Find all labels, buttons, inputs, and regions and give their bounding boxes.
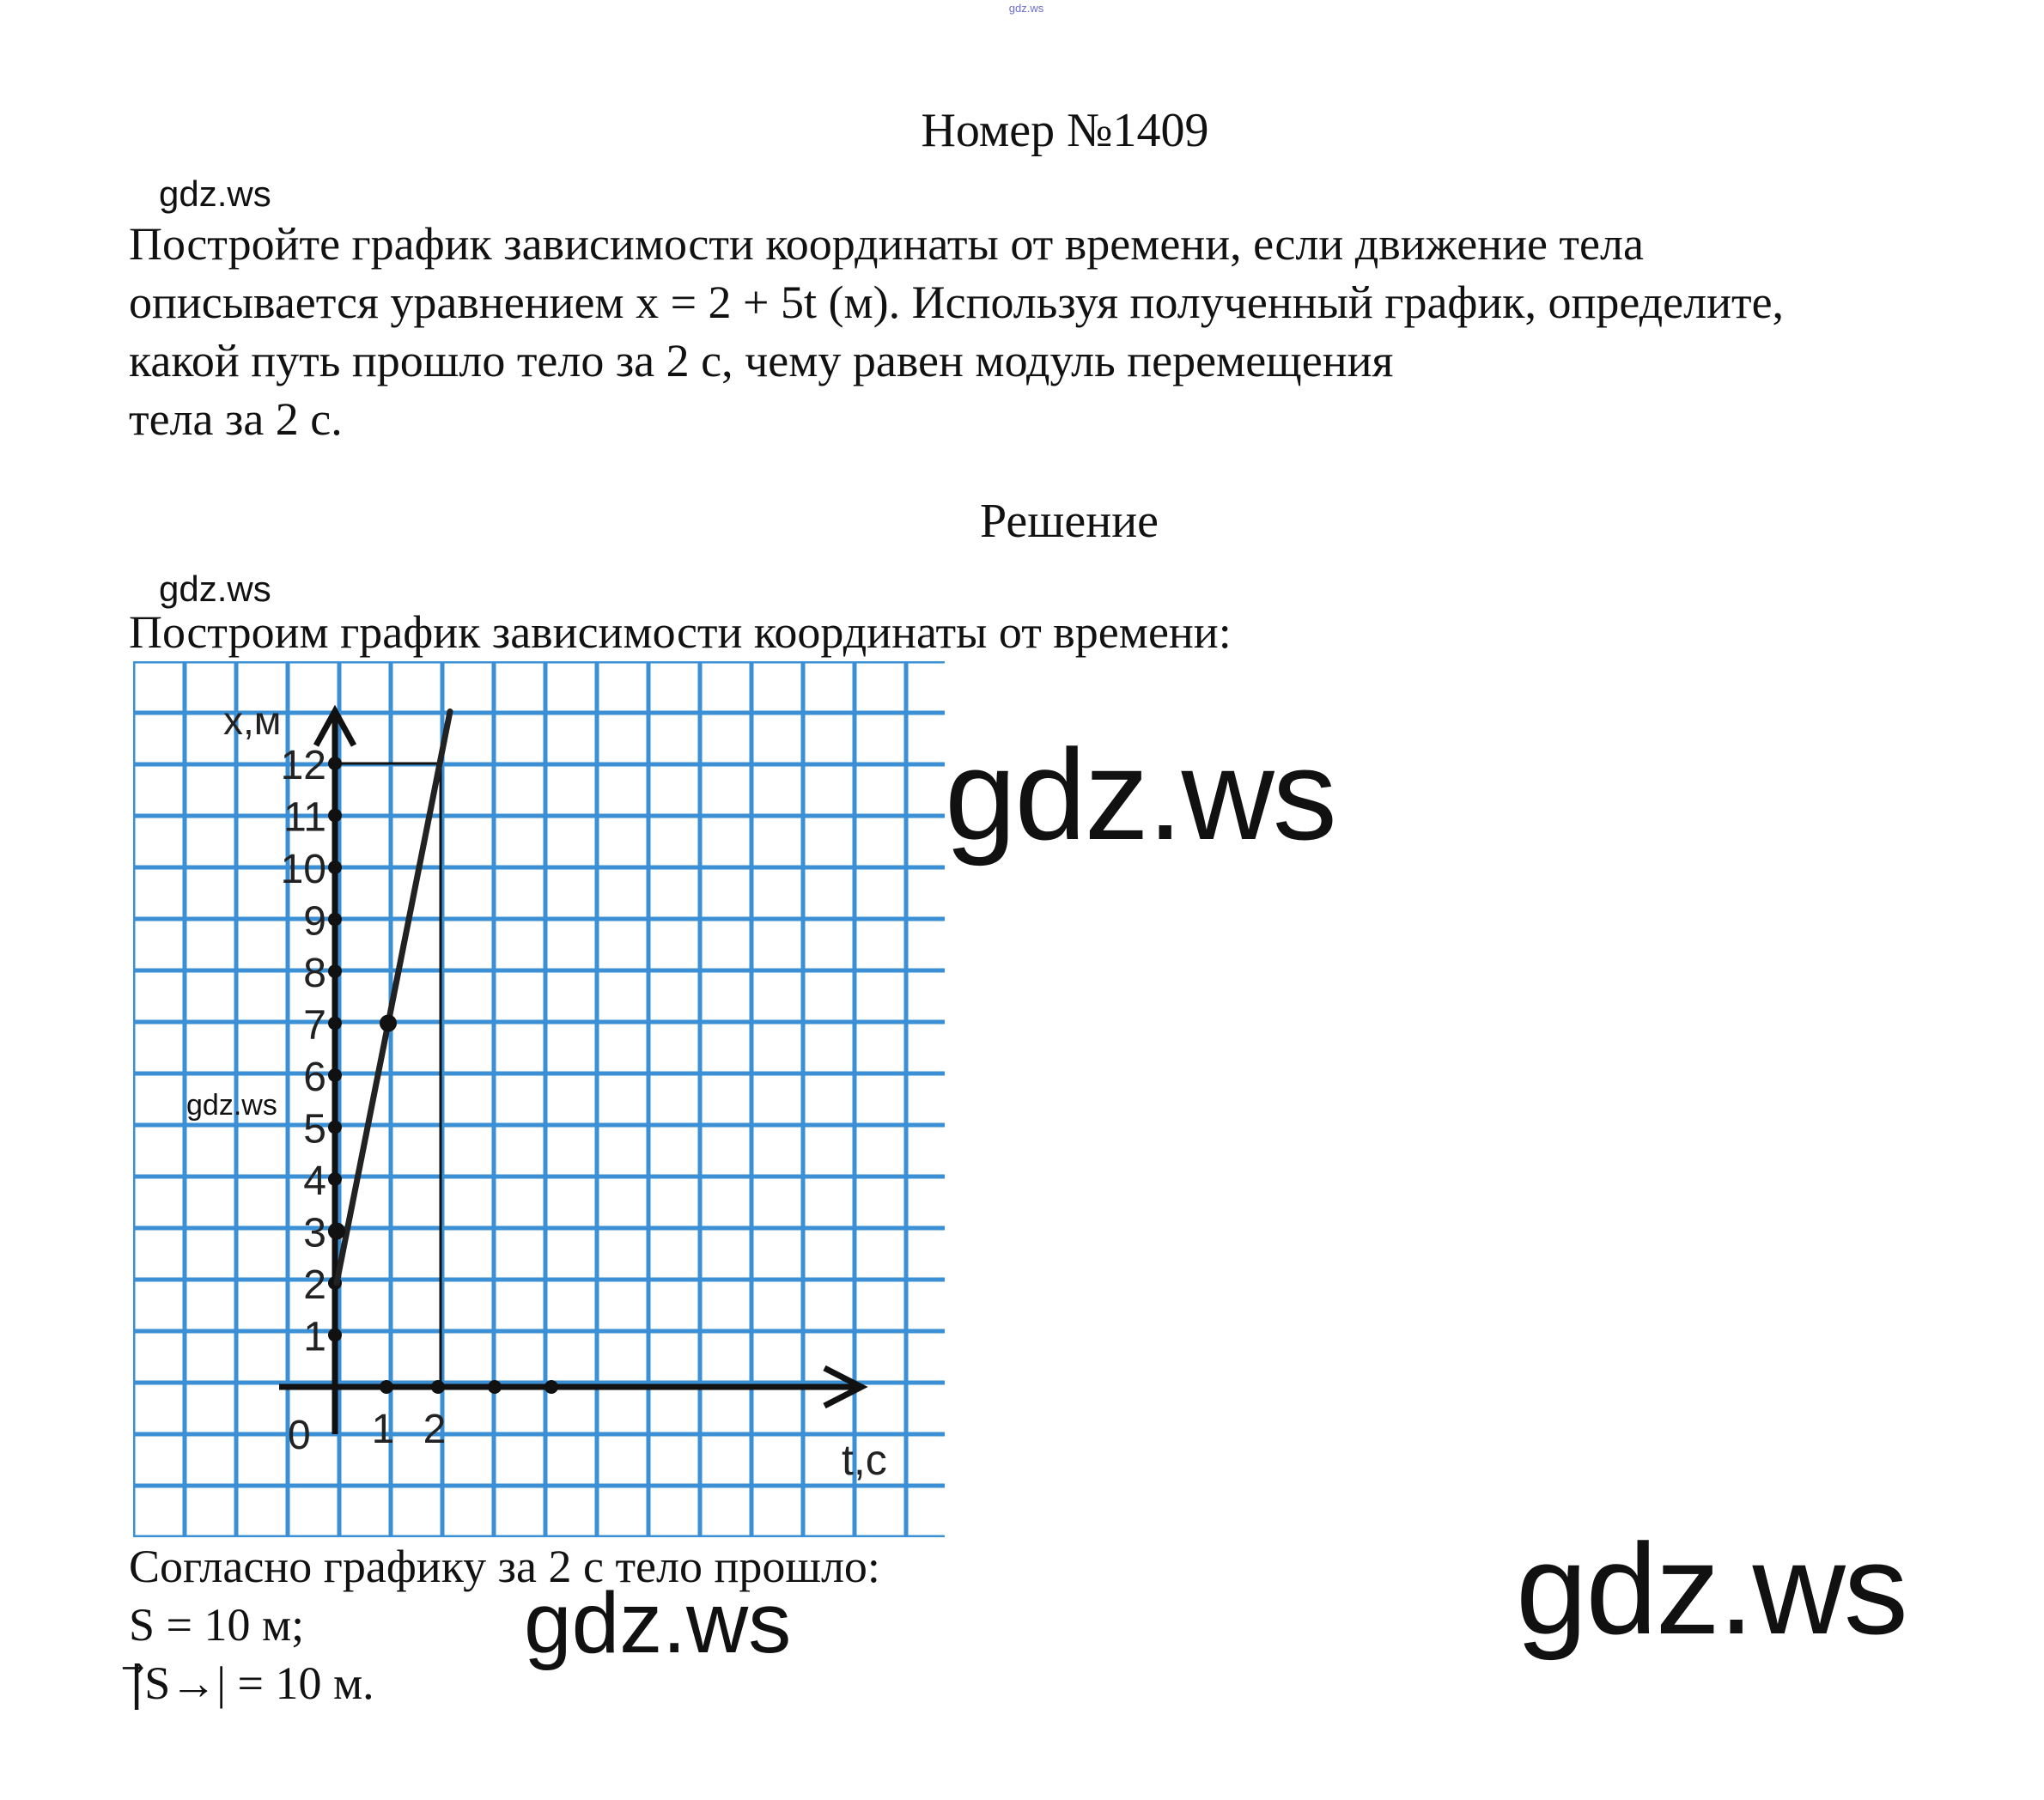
y-tick-label: 7 <box>303 1002 326 1049</box>
y-axis-label: x,м <box>223 698 282 743</box>
y-tick-label: 6 <box>303 1055 326 1100</box>
y-tick-dot <box>328 1068 342 1082</box>
watermark: gdz.ws <box>1516 1517 1907 1661</box>
x-tick-label: 2 <box>423 1407 447 1452</box>
page-title: Номер №1409 <box>921 104 1209 157</box>
task-line: какой путь прошло тело за 2 с, чему равен модуль перемещения <box>129 335 1394 386</box>
solution-intro: Построим график зависимости координаты от времени: <box>129 606 1232 658</box>
y-tick-label: 4 <box>303 1158 326 1204</box>
y-tick-dot <box>328 913 342 927</box>
watermark: gdz.ws <box>186 1089 277 1122</box>
y-tick-dot <box>328 1121 342 1134</box>
y-tick-dot <box>328 1172 342 1186</box>
task-line: тела за 2 с. <box>129 393 343 445</box>
x-tick-dot <box>431 1380 445 1394</box>
origin-label: 0 <box>288 1413 311 1458</box>
y-tick-label: 10 <box>280 847 326 892</box>
answer-line: |⃗S→| = 10 м. <box>129 1657 374 1709</box>
y-tick-label: 8 <box>303 951 326 996</box>
x-tick-dot <box>380 1380 393 1394</box>
watermark: gdz.ws <box>159 569 271 609</box>
answer-line: Согласно графику за 2 с тело прошло: <box>129 1541 880 1592</box>
x-axis-label: t,c <box>842 1436 887 1484</box>
watermark: gdz.ws <box>159 173 271 214</box>
series-line <box>337 712 450 1284</box>
solution-heading: Решение <box>979 495 1159 548</box>
task-text <box>129 215 2018 448</box>
x-tick-label: 1 <box>371 1407 395 1452</box>
data-point <box>380 1015 397 1032</box>
task-line: описывается уравнением x = 2 + 5t (м). Используя полученный график, определите, <box>129 277 1785 328</box>
x-tick-dot <box>544 1380 558 1394</box>
y-tick-label: 9 <box>303 898 326 945</box>
y-tick-dot <box>328 860 342 874</box>
y-tick-dot <box>328 964 342 978</box>
y-tick-dot <box>328 1017 342 1031</box>
x-tick-dot <box>488 1380 502 1394</box>
watermark: gdz.ws <box>945 722 1335 867</box>
y-tick-label: 12 <box>280 743 326 788</box>
watermark: gdz.ws <box>524 1575 792 1671</box>
task-line: Постройте график зависимости координаты от времени, если движение тела <box>129 218 1644 270</box>
y-tick-label: 5 <box>303 1106 326 1152</box>
y-tick-label: 1 <box>303 1314 326 1360</box>
y-tick-label: 2 <box>303 1262 326 1308</box>
y-tick-label: 3 <box>303 1210 326 1256</box>
data-point <box>328 1223 345 1240</box>
answer-line: S = 10 м; <box>129 1599 305 1651</box>
y-tick-dot <box>328 1329 342 1342</box>
y-tick-dot <box>328 809 342 823</box>
y-tick-label: 11 <box>283 794 326 841</box>
top-watermark: gdz.ws <box>1008 2 1044 15</box>
